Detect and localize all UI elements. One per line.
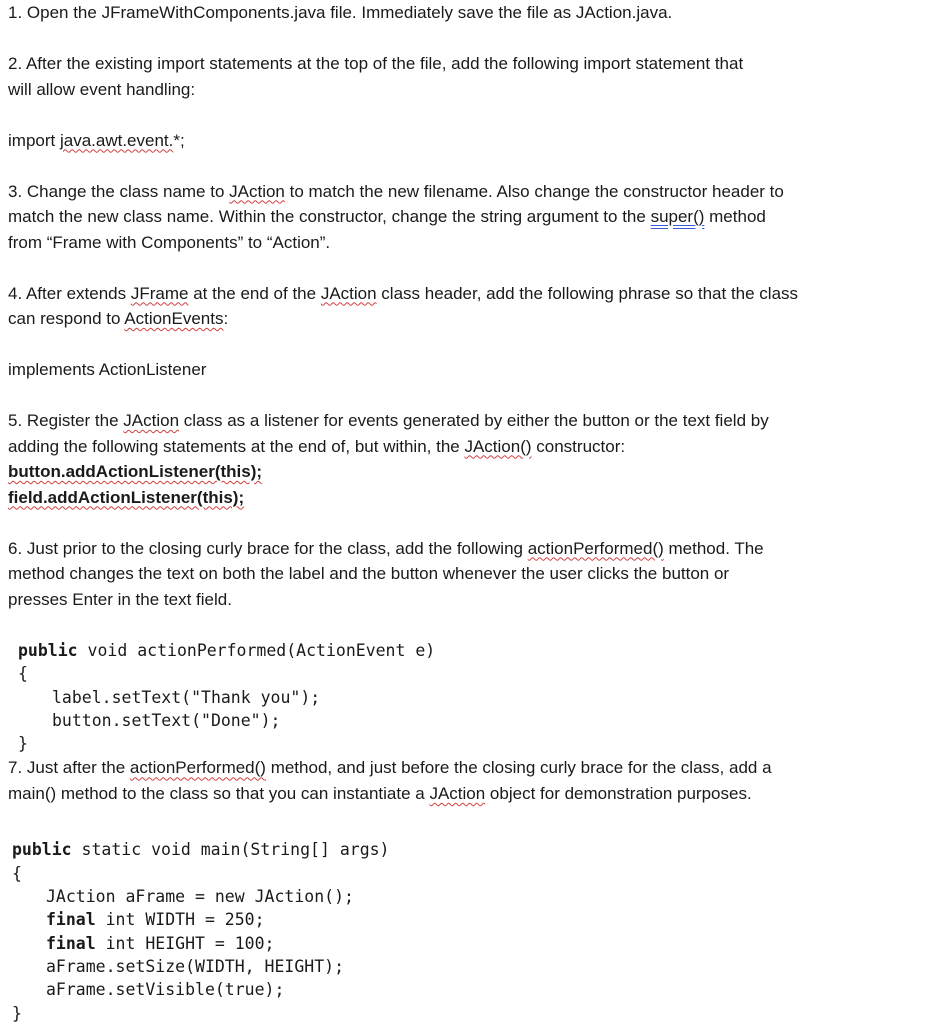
step-3-line-2 — [8, 204, 933, 230]
class-name-ref: JAction — [123, 411, 180, 430]
class-name-ref: JAction — [229, 181, 285, 201]
action-performed-code-block — [8, 639, 933, 755]
code-line: button.setText("Done"); — [52, 710, 281, 730]
code-keyword: public — [12, 840, 72, 860]
step-6-line-1 — [8, 536, 933, 562]
class-name-ref: JAction — [429, 783, 486, 803]
step-1: 1. Open the JFrameWithComponents.java file. Immediately save the file as JAction.java. — [8, 3, 673, 22]
code-keyword: final — [46, 910, 96, 930]
step-5-code-2 — [8, 485, 933, 511]
code-line — [8, 932, 933, 955]
code-text: static void main(String[] args) — [71, 840, 390, 860]
constructor-ref: JAction() — [464, 436, 532, 456]
action-performed-ref: actionPerformed() — [527, 538, 664, 558]
action-events-ref: ActionEvents — [124, 309, 224, 328]
text: method. The — [663, 538, 764, 558]
code-text: int HEIGHT = 100; — [95, 933, 275, 953]
import-package: java.awt.event. — [59, 130, 174, 150]
code-line: JAction aFrame = new JAction(); — [46, 887, 354, 907]
text: adding the following statements at the end of, but within, the — [8, 436, 465, 456]
jframe-ref: JFrame — [130, 283, 189, 303]
step-7-line-2 — [8, 781, 933, 807]
code-keyword: public — [18, 641, 78, 660]
code-line: { — [18, 664, 28, 684]
code-line — [8, 908, 933, 931]
text: constructor: — [531, 436, 626, 456]
implements-line: implements ActionListener — [8, 360, 207, 379]
step-5-line-1 — [8, 408, 933, 434]
step-4-line-2 — [8, 306, 933, 332]
text: main() method to the class so that you can instantiate a — [8, 783, 430, 803]
text: method — [704, 207, 766, 226]
step-6-line-2: method changes the text on both the label and the button whenever the user clicks the button or — [8, 564, 730, 583]
step-6-line-3: presses Enter in the text field. — [8, 589, 232, 609]
text: : — [223, 309, 229, 328]
import-statement — [8, 128, 933, 154]
import-wildcard: *; — [173, 130, 185, 150]
step-5-line-2 — [8, 434, 933, 460]
step-3-line-3: from “Frame with Components” to “Action”. — [8, 232, 331, 252]
text: at the end of the — [188, 283, 321, 303]
text: 7. Just after the — [8, 758, 130, 778]
button-listener-code: button.addActionListener(this); — [8, 462, 263, 481]
step-5-code-1 — [8, 459, 933, 485]
text: match the new class name. Within the constructor, change the string argument to the — [8, 207, 651, 226]
code-line — [8, 838, 933, 861]
step-4-line-1 — [8, 281, 933, 307]
text: method, and just before the closing curly brace for the class, add a — [265, 758, 772, 778]
code-line: label.setText("Thank you"); — [52, 687, 321, 707]
text: 3. Change the class name to — [8, 181, 230, 201]
text: 6. Just prior to the closing curly brace for the class, add the following — [8, 538, 528, 558]
import-keyword: import — [8, 130, 60, 150]
action-performed-ref: actionPerformed() — [129, 758, 266, 778]
code-line: } — [12, 1003, 22, 1023]
code-line: aFrame.setSize(WIDTH, HEIGHT); — [46, 956, 345, 976]
step-2-line-2: will allow event handling: — [8, 79, 196, 99]
text: class as a listener for events generated by either the button or the text field by — [179, 411, 769, 430]
code-text: void actionPerformed(ActionEvent e) — [77, 641, 436, 660]
code-line: { — [12, 863, 22, 883]
class-name-ref: JAction — [320, 283, 377, 303]
step-2-line-1: 2. After the existing import statements at the top of the file, add the following import statement that — [8, 54, 744, 73]
text: 5. Register the — [8, 411, 124, 430]
text: 4. After extends — [8, 283, 131, 303]
text: to match the new filename. Also change the constructor header to — [284, 181, 784, 201]
code-text: int WIDTH = 250; — [95, 910, 265, 930]
text: class header, add the following phrase so that the class — [376, 283, 799, 303]
field-listener-code: field.addActionListener(this); — [8, 487, 245, 507]
code-line: } — [18, 734, 28, 754]
text: can respond to — [8, 309, 125, 328]
text: object for demonstration purposes. — [485, 783, 752, 803]
step-7-line-1 — [8, 755, 933, 781]
step-3-line-1 — [8, 179, 933, 205]
code-keyword: final — [46, 933, 96, 953]
super-method-ref: super() — [650, 207, 705, 226]
code-line: aFrame.setVisible(true); — [46, 980, 285, 1000]
code-line — [8, 639, 933, 662]
main-method-code-block — [8, 838, 933, 1024]
instructions-document — [8, 0, 933, 1025]
